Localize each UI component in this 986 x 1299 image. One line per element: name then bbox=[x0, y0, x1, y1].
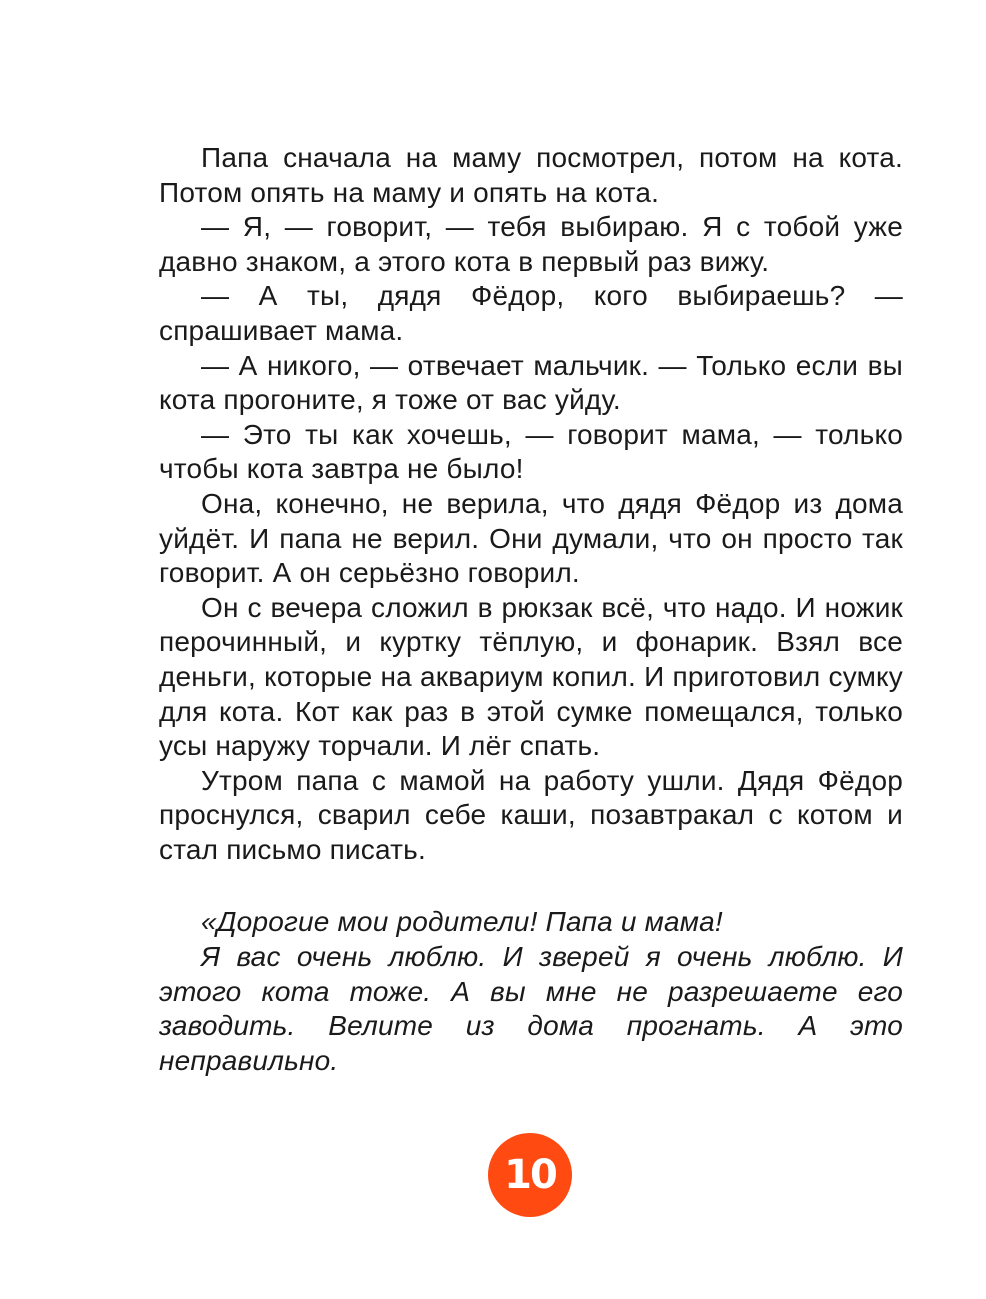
paragraph-6: Она, конечно, не верила, что дядя Фёдор из дома уйдёт. И папа не верил. Они думали, что он просто так говорит. А он серьёзно говорил. bbox=[159, 487, 903, 589]
letter-line-1: «Дорогие мои родители! Папа и мама! bbox=[201, 906, 723, 938]
paragraph-5: — Это ты как хочешь, — говорит мама, — только чтобы кота завтра не было! bbox=[159, 418, 903, 485]
paragraph-1: Папа сначала на маму посмотрел, потом на кота. Потом опять на маму и опять на кота. bbox=[159, 142, 903, 208]
paragraph-4: — А никого, — отвечает мальчик. — Только если вы кота прогоните, я тоже от вас уйду. bbox=[159, 349, 903, 416]
paragraph-2: — Я, — говорит, — тебя выбираю. Я с тобой уже давно знаком, а этого кота в первый раз вижу. bbox=[159, 211, 903, 277]
paragraph-7: Он с вечера сложил в рюкзак всё, что надо. И ножик перочинный, и куртку тёплую, и фонарик. Взял все деньги, которые на аквариум копил. И приготовил сумку для кота. Кот как раз в этой сумке помещался, только усы наружу торчали. И лёг спать. bbox=[159, 591, 903, 762]
letter-line-2: Я вас очень люблю. И зверей я очень люблю. И этого кота тоже. А вы мне не разрешаете его заводить. Велите из дома прогнать. А это неправильно. bbox=[159, 941, 903, 1076]
paragraph-3: — А ты, дядя Фёдор, кого выбираешь? — спрашивает мама. bbox=[159, 280, 903, 346]
page-number-badge: 10 bbox=[488, 1133, 572, 1217]
page-body bbox=[159, 141, 903, 1078]
paragraph-8: Утром папа с мамой на работу ушли. Дядя Фёдор проснулся, сварил себе каши, позавтракал с котом и стал письмо писать. bbox=[159, 764, 903, 865]
letter-block bbox=[159, 905, 903, 1078]
